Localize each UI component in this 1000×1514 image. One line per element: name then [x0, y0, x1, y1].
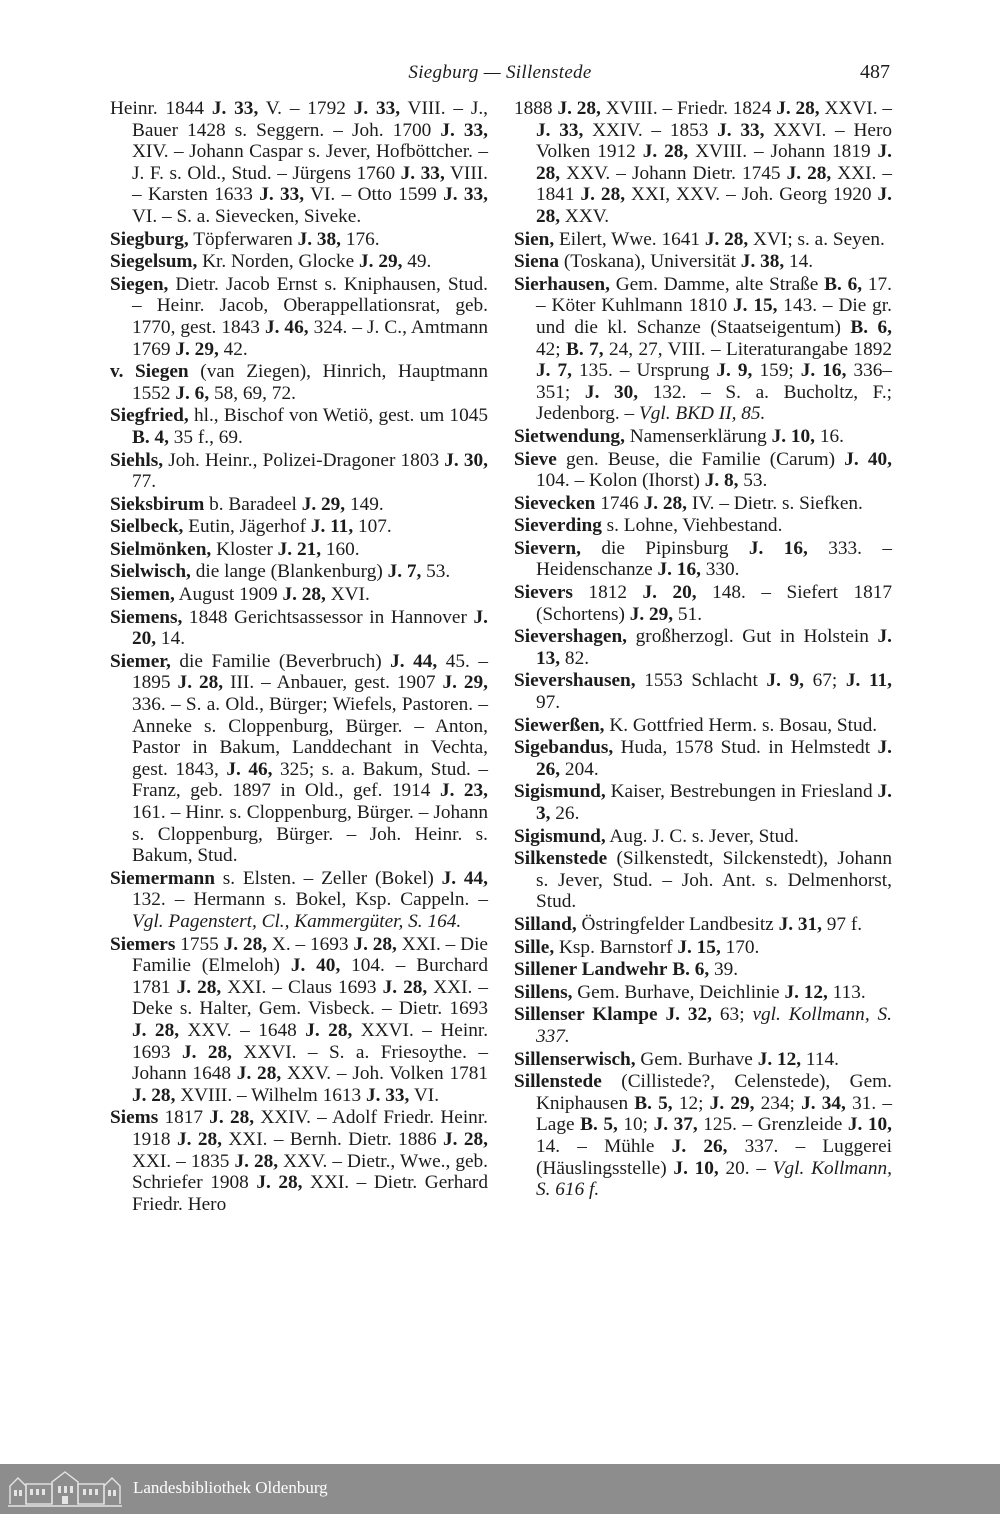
index-entry: 1888 J. 28, XVIII. – Friedr. 1824 J. 28, XXVI. – J. 33, XXIV. – 1853 J. 33, XXVI. – Hero Volken 1912 J. 28, XVIII. – Johann 1819 J. 28, XXV. – Johann Dietr. 1745 J. 28, XXI. – 1841 J. 28, XXI, XXV. – Joh. Georg 1920 J. 28, XXV. [514, 98, 893, 227]
index-entry: Silland, Östringfelder Landbesitz J. 31, 97 f. [514, 913, 863, 935]
index-entry: Siegfried, hl., Bischof von Wetiö, gest. um 1045 B. 4, 35 f., 69. [110, 405, 488, 448]
index-entry: Sieverding s. Lohne, Viehbestand. [514, 515, 783, 537]
index-entry: Sievers 1812 J. 20, 148. – Siefert 1817 (Schortens) J. 29, 51. [514, 582, 893, 625]
library-building-icon [6, 1468, 124, 1510]
index-entry: Sigismund, Aug. J. C. s. Jever, Stud. [514, 825, 799, 847]
index-entry: Sievern, die Pipinsburg J. 16, 333. – Heidenschanze J. 16, 330. [514, 537, 892, 581]
library-name: Landesbibliothek Oldenburg [133, 1478, 328, 1497]
index-entry: Sievershagen, großherzogl. Gut in Holstein J. 13, 82. [514, 626, 892, 669]
index-entry: Sierhausen, Gem. Damme, alte Straße B. 6, 17. – Köter Kuhlmann 1810 J. 15, 143. – Die gr. und die kl. Schanze (Staatseigentum) B. 6, 42; B. 7, 24, 27, VIII. – Literaturangabe 1892 J. 7, 135. – Ursprung J. 9, 159; J. 16, 336–351; J. 30, 132. – S. a. Bucholtz, F.; Jedenborg. – Vgl. BKD II, 85. [514, 273, 893, 425]
footer-bar [0, 1464, 1000, 1514]
index-entry: Sille, Ksp. Barnstorf J. 15, 170. [514, 936, 760, 958]
index-entry: Siegburg, Töpferwaren J. 38, 176. [110, 228, 380, 250]
index-entry: Siena (Toskana), Universität J. 38, 14. [514, 251, 814, 273]
index-entry: Sielmönken, Kloster J. 21, 160. [110, 538, 360, 560]
index-entry: Sillener Landwehr B. 6, 39. [514, 959, 739, 981]
index-entry: Sietwendung, Namenserklärung J. 10, 16. [514, 425, 844, 447]
index-entry: Sievecken 1746 J. 28, IV. – Dietr. s. Siefken. [514, 492, 863, 514]
index-entry: Sien, Eilert, Wwe. 1641 J. 28, XVI; s. a. Seyen. [514, 228, 885, 250]
index-entry: Sigismund, Kaiser, Bestrebungen in Friesland J. 3, 26. [514, 781, 892, 824]
index-entry: Sillens, Gem. Burhave, Deichlinie J. 12, 113. [514, 981, 866, 1003]
index-entry: v. Siegen (van Ziegen), Hinrich, Hauptmann 1552 J. 6, 58, 69, 72. [110, 361, 488, 404]
index-entry: Sieve gen. Beuse, die Familie (Carum) J. 40, 104. – Kolon (Ihorst) J. 8, 53. [514, 448, 892, 492]
index-entry: Sillenserwisch, Gem. Burhave J. 12, 114. [514, 1048, 839, 1070]
index-entry: Heinr. 1844 J. 33, V. – 1792 J. 33, VIII. – J., Bauer 1428 s. Seggern. – Joh. 1700 J. 33, XIV. – Johann Caspar s. Jever, Hofböttcher. – J. F. s. Old., Stud. – Jürgens 1760 J. 33, VIII. – Karsten 1633 J. 33, VI. – Otto 1599 J. 33, VI. – S. a. Sievecken, Siveke. [110, 98, 488, 227]
index-entry: Sillenser Klampe J. 32, 63; vgl. Kollmann, S. 337. [514, 1004, 893, 1047]
index-entry: Sievershausen, 1553 Schlacht J. 9, 67; J. 11, 97. [514, 670, 892, 714]
index-entry: Silkenstede (Silkenstedt, Silckenstedt), Johann s. Jever, Stud. – Joh. Ant. s. Delmenhorst, Stud. [514, 848, 892, 913]
index-entry: Siemers 1755 J. 28, X. – 1693 J. 28, XXI. – Die Familie (Elmeloh) J. 40, 104. – Burchard 1781 J. 28, XXI. – Claus 1693 J. 28, XXI. – Deke s. Halter, Gem. Visbeck. – Dietr. 1693 J. 28, XXV. – 1648 J. 28, XXVI. – Heinr. 1693 J. 28, XXVI. – S. a. Friesoythe. – Johann 1648 J. 28, XXV. – Joh. Volken 1781 J. 28, XVIII. – Wilhelm 1613 J. 33, VI. [110, 933, 489, 1106]
index-entry: Sigebandus, Huda, 1578 Stud. in Helmstedt J. 26, 204. [514, 737, 892, 780]
index-entry: Sillenstede (Cillistede?, Celenstede), Gem. Kniphausen B. 5, 12; J. 29, 234; J. 34, 31. – Lage B. 5, 10; J. 37, 125. – Grenzleide J. 10, 14. – Mühle J. 26, 337. – Luggerei (Häuslingsstelle) J. 10, 20. – Vgl. Kollmann, S. 616 f. [514, 1071, 893, 1201]
index-entry: Siewerßen, K. Gottfried Herm. s. Bosau, Stud. [514, 714, 878, 736]
index-entry: Siegen, Dietr. Jacob Ernst s. Kniphausen, Stud. – Heinr. Jacob, Oberappellationsrat, geb. 1770, gest. 1843 J. 46, 324. – J. C., Amtmann 1769 J. 29, 42. [110, 273, 488, 360]
index-entry: Siemermann s. Elsten. – Zeller (Bokel) J. 44, 132. – Hermann s. Bokel, Ksp. Cappeln. – Vgl. Pagenstert, Cl., Kammergüter, S. 164. [110, 867, 488, 932]
index-entry: Siemens, 1848 Gerichtsassessor in Hannover J. 20, 14. [110, 606, 488, 650]
page-number: 487 [860, 61, 890, 83]
index-column-right [514, 98, 892, 1202]
index-entry: Siegelsum, Kr. Norden, Glocke J. 29, 49. [110, 251, 432, 273]
index-entry: Siehls, Joh. Heinr., Polizei-Dragoner 1803 J. 30, 77. [110, 449, 488, 493]
index-column-left [110, 98, 488, 1216]
running-title: Siegburg — Sillenstede [408, 62, 592, 83]
index-entry: Sielbeck, Eutin, Jägerhof J. 11, 107. [110, 516, 392, 538]
index-entry: Siems 1817 J. 28, XXIV. – Adolf Friedr. Heinr. 1918 J. 28, XXI. – Bernh. Dietr. 1886 J. 28, XXI. – 1835 J. 28, XXV. – Dietr., Wwe., geb. Schriefer 1908 J. 28, XXI. – Dietr. Gerhard Friedr. Hero [110, 1107, 489, 1215]
index-entry: Sielwisch, die lange (Blankenburg) J. 7, 53. [110, 561, 451, 583]
index-entry: Siemer, die Familie (Beverbruch) J. 44, 45. – 1895 J. 28, III. – Anbauer, gest. 1907 J. 29, 336. – S. a. Old., Bürger; Wiefels, Pastoren. – Anneke s. Cloppenburg, Bürger. – Anton, Pastor in Bakum, Landdechant in Vechta, gest. 1843, J. 46, 325; s. a. Bakum, Stud. – Franz, geb. 1897 in Old., gef. 1914 J. 23, 161. – Hinr. s. Cloppenburg, Bürger. – Johann s. Cloppenburg, Bürger. – Joh. Heinr. s. Bakum, Stud. [110, 650, 489, 867]
index-entry: Siemen, August 1909 J. 28, XVI. [110, 584, 370, 606]
index-entry: Sieksbirum b. Baradeel J. 29, 149. [110, 493, 384, 515]
